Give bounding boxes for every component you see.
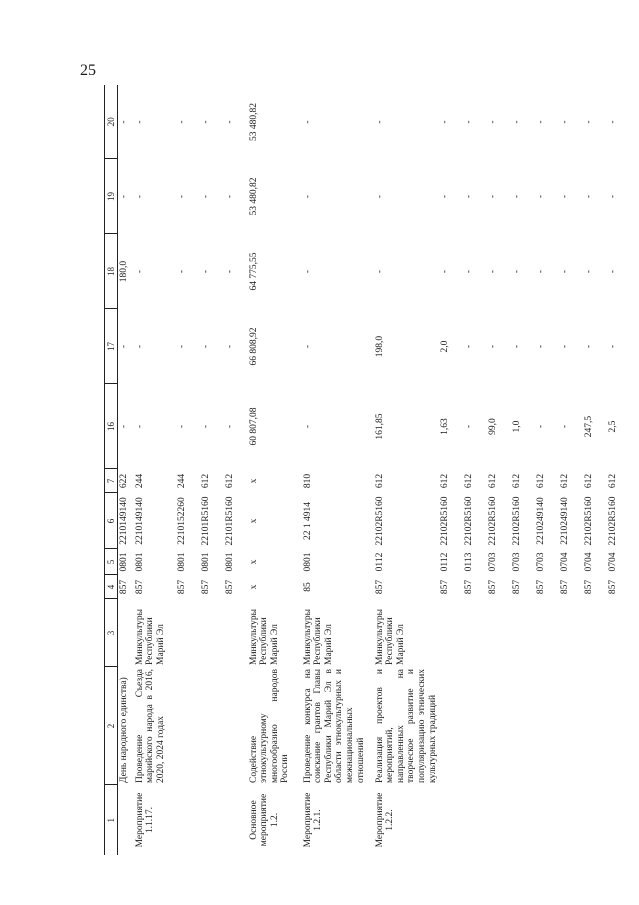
- table-cell: -: [608, 344, 619, 349]
- table-cell: -: [134, 424, 145, 429]
- table-cell: 53 480,82: [248, 103, 259, 141]
- table-cell: -: [536, 424, 547, 429]
- table-cell: [224, 785, 248, 855]
- table-cell: -: [302, 120, 313, 124]
- table-cell: -: [224, 424, 235, 429]
- table-cell: Минкультуры Республики Марий Эл: [248, 608, 280, 665]
- table-cell: [463, 785, 487, 855]
- table-cell: [487, 785, 511, 855]
- table-cell: 612: [608, 473, 619, 489]
- header-row: [105, 85, 118, 855]
- table-row: [511, 85, 535, 855]
- table-cell: -: [134, 120, 145, 124]
- table-row: [200, 85, 224, 855]
- table-cell: -: [488, 120, 499, 124]
- table-cell: День народного единства): [119, 677, 130, 783]
- table-cell: 2210149140: [134, 497, 145, 545]
- table-cell: -: [560, 269, 571, 274]
- rotated-table-container: [104, 85, 619, 855]
- table-cell: -: [464, 424, 475, 429]
- table-cell: -: [560, 194, 571, 199]
- table-cell: -: [200, 424, 211, 429]
- table-cell: 0703: [536, 552, 547, 572]
- table-cell: [535, 599, 559, 667]
- table-row: [439, 85, 463, 855]
- table-cell: -: [608, 269, 619, 274]
- table-cell: -: [374, 269, 385, 274]
- column-header: 7: [105, 469, 118, 493]
- table-cell: -: [224, 344, 235, 349]
- table-cell: -: [440, 120, 451, 124]
- table-body: [118, 85, 632, 855]
- table-cell: [511, 667, 535, 785]
- table-cell: 22102R5160: [488, 496, 499, 546]
- table-cell: -: [134, 269, 145, 274]
- table-cell: -: [176, 120, 187, 124]
- table-cell: 247,5: [584, 415, 595, 438]
- table-cell: [583, 667, 607, 785]
- table-cell: [535, 785, 559, 855]
- table-cell: 857: [536, 579, 547, 595]
- table-cell: -: [302, 424, 313, 429]
- table-cell: -: [374, 120, 385, 124]
- table-cell: 0801: [302, 552, 313, 572]
- column-header: 1: [105, 785, 118, 855]
- table-cell: -: [200, 194, 211, 199]
- column-header: 6: [105, 493, 118, 549]
- table-row: [535, 85, 559, 855]
- table-cell: х: [248, 518, 259, 524]
- table-cell: [559, 785, 583, 855]
- table-cell: 2210152260: [176, 497, 187, 545]
- table-cell: 22102R5160: [464, 496, 475, 546]
- table-cell: 22102R5160: [512, 496, 523, 546]
- table-cell: 612: [512, 473, 523, 489]
- table-row: [134, 85, 176, 855]
- table-cell: [200, 667, 224, 785]
- table-cell: [583, 785, 607, 855]
- table-cell: 857: [512, 579, 523, 595]
- table-cell: Реализация проектов и мероприятий, направленных на творческое развитие и популяризацию этнических культурных традиций: [374, 669, 438, 783]
- table-cell: [176, 599, 200, 667]
- table-cell: [607, 667, 631, 785]
- table-cell: 99,0: [488, 418, 499, 435]
- table-cell: 0704: [584, 552, 595, 572]
- table-cell: -: [608, 194, 619, 199]
- table-cell: [200, 599, 224, 667]
- table-cell: -: [536, 194, 547, 199]
- table-cell: -: [536, 120, 547, 124]
- table-cell: -: [488, 269, 499, 274]
- table-cell: [463, 599, 487, 667]
- table-cell: 857: [464, 579, 475, 595]
- table-cell: Минкультуры Республики Марий Эл: [374, 608, 406, 665]
- table-cell: Мероприятие 1.1.17.: [134, 792, 156, 848]
- table-cell: 612: [374, 473, 385, 489]
- table-cell: 612: [584, 473, 595, 489]
- table-cell: 622: [119, 473, 130, 489]
- table-cell: 22102R5160: [374, 496, 385, 546]
- column-header: 3: [105, 599, 118, 667]
- table-cell: [439, 785, 463, 855]
- table-cell: 612: [224, 473, 235, 489]
- table-cell: [511, 599, 535, 667]
- table-cell: х: [248, 584, 259, 590]
- table-cell: 0801: [134, 552, 145, 572]
- table-cell: 22101R5160: [200, 496, 211, 546]
- table-cell: -: [440, 194, 451, 199]
- table-cell: -: [608, 120, 619, 124]
- table-cell: 1,63: [440, 418, 451, 435]
- table-cell: [487, 667, 511, 785]
- column-header: 19: [105, 159, 118, 234]
- table-cell: 22102R5160: [608, 496, 619, 546]
- table-cell: -: [224, 194, 235, 199]
- table-cell: -: [584, 120, 595, 124]
- table-cell: 161,85: [374, 413, 385, 440]
- table-cell: -: [200, 344, 211, 349]
- table-cell: 612: [440, 473, 451, 489]
- table-cell: 0801: [176, 552, 187, 572]
- table-cell: 0801: [224, 552, 235, 572]
- table-cell: -: [464, 194, 475, 199]
- table-cell: [176, 785, 200, 855]
- table-cell: 857: [560, 579, 571, 595]
- table-cell: -: [176, 424, 187, 429]
- column-header: 16: [105, 384, 118, 469]
- column-header: 17: [105, 309, 118, 384]
- table-row: [463, 85, 487, 855]
- table-row: [176, 85, 200, 855]
- table-cell: [439, 667, 463, 785]
- table-cell: -: [464, 344, 475, 349]
- table-cell: 53 480,82: [248, 177, 259, 216]
- table-cell: 857: [119, 579, 130, 595]
- column-header: 2: [105, 667, 118, 785]
- table-cell: -: [512, 269, 523, 274]
- table-cell: [559, 599, 583, 667]
- table-cell: [224, 599, 248, 667]
- table-cell: [463, 667, 487, 785]
- table-cell: 2210249140: [560, 497, 571, 545]
- table-cell: 64 775,55: [248, 252, 259, 291]
- table-cell: -: [302, 194, 313, 199]
- table-cell: х: [248, 478, 259, 484]
- table-cell: 0703: [512, 552, 523, 572]
- column-header: 5: [105, 549, 118, 575]
- table-cell: 612: [536, 473, 547, 489]
- table-row: [583, 85, 607, 855]
- table-cell: 857: [584, 579, 595, 595]
- table-cell: -: [464, 120, 475, 124]
- table-cell: -: [302, 344, 313, 349]
- table-cell: [583, 599, 607, 667]
- table-cell: 0801: [119, 552, 130, 572]
- table-cell: 85: [302, 582, 313, 592]
- table-row: [118, 85, 134, 855]
- table-cell: Содействие этнокультурному многообразию народов России: [248, 669, 291, 783]
- table-cell: 612: [560, 473, 571, 489]
- table-row: [302, 85, 374, 855]
- table-cell: 857: [488, 579, 499, 595]
- table-cell: -: [512, 194, 523, 199]
- table-cell: Минкультуры Республики Марий Эл: [302, 608, 334, 665]
- table-row: [224, 85, 248, 855]
- table-cell: 857: [440, 579, 451, 595]
- table-cell: -: [119, 120, 130, 124]
- table-row: [607, 85, 631, 855]
- table-cell: -: [536, 269, 547, 274]
- table-cell: 612: [200, 473, 211, 489]
- table-cell: [200, 785, 224, 855]
- table-cell: 612: [464, 473, 475, 489]
- table-cell: [224, 667, 248, 785]
- table-cell: -: [584, 269, 595, 274]
- table-cell: 244: [176, 473, 187, 489]
- table-cell: -: [176, 194, 187, 199]
- column-header: 18: [105, 234, 118, 309]
- table-cell: -: [584, 344, 595, 349]
- table-cell: -: [134, 344, 145, 349]
- table-cell: -: [584, 194, 595, 199]
- table-cell: 180,0: [119, 260, 130, 283]
- table-cell: 66 808,92: [248, 327, 259, 366]
- table-cell: 2,5: [608, 420, 619, 433]
- table-cell: Мероприятие 1.2.1.: [302, 792, 324, 848]
- table-cell: Мероприятие 1.2.2.: [374, 792, 396, 848]
- table-cell: [511, 785, 535, 855]
- table-cell: [487, 599, 511, 667]
- table-cell: -: [488, 194, 499, 199]
- table-cell: 810: [302, 473, 313, 489]
- table-row: [248, 85, 302, 855]
- table-cell: 612: [488, 473, 499, 489]
- table-cell: -: [560, 424, 571, 429]
- table-cell: Основное мероприятие 1.2.: [248, 793, 280, 847]
- table-cell: [607, 785, 631, 855]
- table-cell: -: [512, 120, 523, 124]
- table-cell: -: [119, 424, 130, 429]
- table-row: [374, 85, 440, 855]
- table-cell: 2,0: [440, 340, 451, 353]
- table-cell: 0112: [374, 552, 385, 572]
- table-cell: Проведение Съезда марийского народа в 2016, 2020, 2024 годах: [134, 669, 166, 783]
- table-cell: 0112: [440, 552, 451, 572]
- table-cell: Минкультуры Республики Марий Эл: [134, 608, 166, 665]
- table-cell: -: [464, 269, 475, 274]
- table-cell: -: [224, 269, 235, 274]
- table-cell: 60 807,08: [248, 407, 259, 446]
- table-cell: [118, 785, 134, 855]
- table-cell: 0703: [488, 552, 499, 572]
- table-cell: 22101R5160: [224, 496, 235, 546]
- table-cell: -: [119, 194, 130, 199]
- table-cell: -: [176, 344, 187, 349]
- table-row: [487, 85, 511, 855]
- table-cell: -: [374, 194, 385, 199]
- table-cell: 857: [224, 579, 235, 595]
- table-cell: -: [302, 269, 313, 274]
- table-cell: [559, 667, 583, 785]
- table-cell: Проведение конкурса на соискание грантов Главы Республики Марий Эл в области этнокультурных и межнациональных отношений: [302, 669, 366, 783]
- table-row: [559, 85, 583, 855]
- table-cell: [176, 667, 200, 785]
- table-cell: 857: [176, 579, 187, 595]
- table-cell: 198,0: [374, 335, 385, 358]
- table-cell: -: [176, 269, 187, 274]
- column-header: 20: [105, 85, 118, 159]
- table-cell: 22 1 4914: [302, 502, 313, 540]
- table-cell: 2210149140: [119, 497, 130, 545]
- table-cell: 857: [608, 579, 619, 595]
- table-cell: [607, 599, 631, 667]
- table-cell: 22102R5160: [584, 496, 595, 546]
- table-cell: -: [488, 344, 499, 349]
- table-cell: -: [224, 120, 235, 124]
- table-cell: 857: [200, 579, 211, 595]
- table-cell: х: [248, 559, 259, 565]
- table-cell: -: [200, 120, 211, 124]
- table-cell: 22102R5160: [440, 496, 451, 546]
- table-cell: 857: [374, 579, 385, 595]
- table-cell: -: [119, 344, 130, 349]
- budget-table: [104, 85, 631, 855]
- table-cell: -: [134, 194, 145, 199]
- table-cell: -: [440, 269, 451, 274]
- table-cell: [439, 599, 463, 667]
- table-cell: 0704: [560, 552, 571, 572]
- table-cell: [535, 667, 559, 785]
- table-cell: -: [512, 344, 523, 349]
- table-cell: 0704: [608, 552, 619, 572]
- table-cell: 2210249140: [536, 497, 547, 545]
- table-cell: -: [536, 344, 547, 349]
- column-header: 4: [105, 575, 118, 599]
- table-cell: -: [560, 120, 571, 124]
- table-cell: 0801: [200, 552, 211, 572]
- table-cell: 244: [134, 473, 145, 489]
- table-cell: 857: [134, 579, 145, 595]
- table-cell: [118, 599, 134, 667]
- table-cell: 0113: [464, 552, 475, 572]
- table-cell: -: [560, 344, 571, 349]
- table-cell: -: [200, 269, 211, 274]
- table-cell: 1,0: [512, 420, 523, 433]
- page-number: 25: [80, 62, 96, 79]
